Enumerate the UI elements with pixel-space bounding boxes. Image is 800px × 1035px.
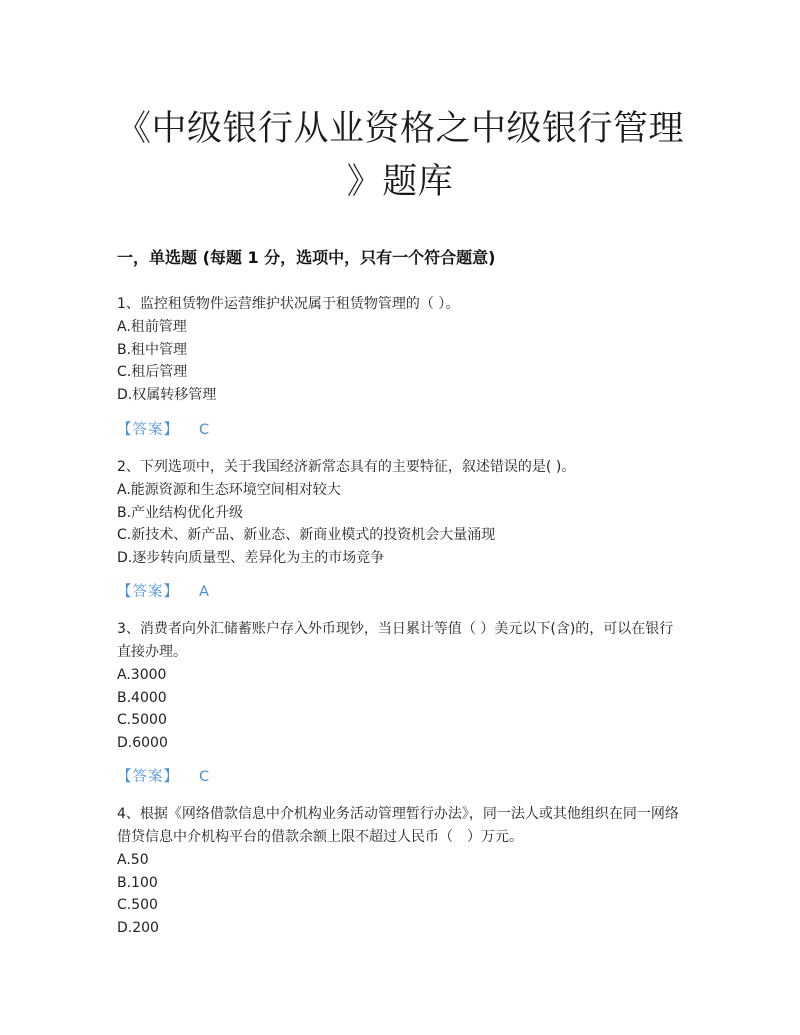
section-heading: 一，单选题 (每题 1 分，选项中，只有一个符合题意) bbox=[117, 248, 496, 267]
question-4-option-a: A.50 bbox=[117, 852, 149, 868]
question-2-stem: 2、下列选项中，关于我国经济新常态具有的主要特征，叙述错误的是( )。 bbox=[117, 459, 576, 475]
question-1-option-c: C.租后管理 bbox=[117, 364, 188, 380]
question-3 bbox=[117, 618, 683, 754]
document-title-line-2: 》题库 bbox=[346, 162, 454, 202]
question-4 bbox=[117, 803, 683, 939]
question-1-stem: 1、监控租赁物件运营维护状况属于租赁物管理的（ ）。 bbox=[117, 296, 460, 312]
question-3-option-c: C.5000 bbox=[117, 712, 167, 728]
question-3-answer bbox=[117, 766, 209, 788]
question-4-option-b: B.100 bbox=[117, 874, 158, 891]
question-4-option-d: D.200 bbox=[117, 919, 159, 936]
question-1-option-a: A.租前管理 bbox=[117, 319, 187, 335]
question-2-option-c: C.新技术、新产品、新业态、新商业模式的投资机会大量涌现 bbox=[117, 527, 496, 543]
question-2-option-b: B.产业结构优化升级 bbox=[117, 504, 244, 521]
question-3-option-b: B.4000 bbox=[117, 689, 167, 706]
answer-label: 【答案】 bbox=[117, 584, 179, 600]
question-3-option-d: D.6000 bbox=[117, 734, 168, 751]
question-2-option-d: D.逐步转向质量型、差异化为主的市场竞争 bbox=[117, 549, 385, 566]
question-1 bbox=[117, 293, 683, 406]
answer-label: 【答案】 bbox=[117, 769, 179, 785]
document-title bbox=[110, 103, 690, 209]
question-1-option-d: D.权属转移管理 bbox=[117, 386, 217, 403]
document-title-line-1: 《中级银行从业资格之中级银行管理 bbox=[115, 109, 684, 149]
question-3-option-a: A.3000 bbox=[117, 667, 167, 683]
question-4-stem: 4、根据《网络借款信息中介机构业务活动管理暂行办法》，同一法人或其他组织在同一网络借贷信息中介机构平台的借款余额上限不超过人民币（ ）万元。 bbox=[117, 806, 679, 845]
answer-label: 【答案】 bbox=[117, 422, 179, 438]
question-3-stem: 3、消费者向外汇储蓄账户存入外币现钞，当日累计等值（ ）美元以下(含)的，可以在银行直接办理。 bbox=[117, 621, 674, 660]
question-4-option-c: C.500 bbox=[117, 897, 158, 913]
question-2-option-a: A.能源资源和生态环境空间相对较大 bbox=[117, 482, 341, 498]
question-2-answer bbox=[117, 581, 209, 603]
question-1-option-b: B.租中管理 bbox=[117, 341, 188, 358]
answer-value: A bbox=[199, 584, 209, 600]
answer-value: C bbox=[199, 422, 210, 438]
question-2 bbox=[117, 456, 683, 569]
question-1-answer bbox=[117, 419, 209, 441]
answer-value: C bbox=[199, 769, 210, 785]
